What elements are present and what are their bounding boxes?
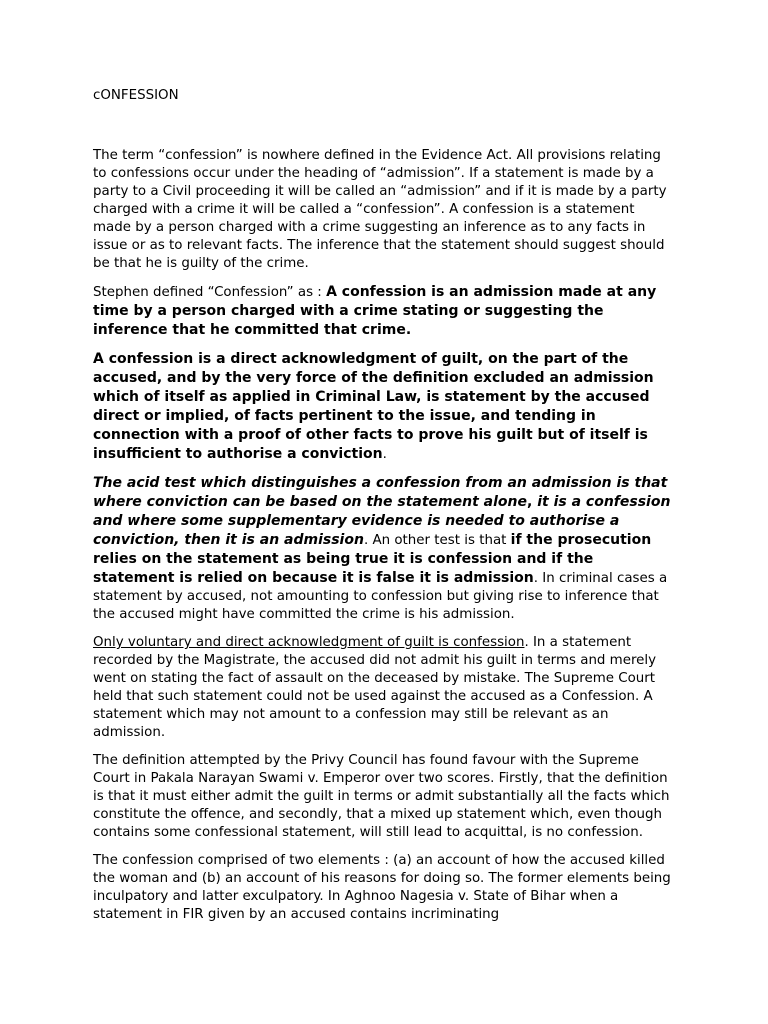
stephen-definition-text: A confession is an admission made at any time by a person charged with a crime stating or suggesting the inference that he committed that crime. — [93, 284, 657, 338]
magistrate-text: . In a statement recorded by the Magistrate, the accused did not admit his guilt in terms and merely went on stating the fact of assault on the deceased by mistake. The Supreme Court held that such statement could not be used against the accused as a Confession. A statement which may not amount to a confession may still be relevant as an admission. — [93, 635, 657, 740]
document-title: cONFESSION — [93, 88, 179, 103]
paragraph-voluntary — [93, 634, 675, 742]
acid-test-text-1: The acid test which distinguishes a confession from an admission is that where conviction can be based on the statement alone — [93, 475, 668, 510]
paragraph-acid-test — [93, 474, 675, 624]
period-text: . — [382, 447, 387, 462]
stephen-intro-text: Stephen defined “Confession” as : — [93, 285, 327, 300]
direct-acknowledgment-text: A confession is a direct acknowledgment of guilt, on the part of the accused, and by the very force of the definition excluded an admission which of itself as applied in Criminal Law, is statement by the accused direct or implied, of facts pertinent to the issue, and tending in connection with a proof of other facts to prove his guilt but of itself is insufficient to authorise a conviction — [93, 351, 654, 462]
criminal-cases-text: . In criminal cases a statement by accused, not amounting to confession but giving rise to inference that the accused might have committed the crime is his admission. — [93, 571, 668, 622]
paragraph-stephen — [93, 283, 675, 340]
prosecution-test-text: if the prosecution relies on the statement as being true it is confession and if the statement is relied on because it is false it is admission — [93, 532, 652, 586]
paragraph-privy-council: The definition attempted by the Privy Council has found favour with the Supreme Court in Pakala Narayan Swami v. Emperor over two scores. Firstly, that the definition is that it must either admit the guilt in terms or admit substantially all the facts which constitute the offence, and secondly, that a mixed up statement which, even though contains some confessional statement, will still lead to acquittal, is no confession. — [93, 753, 670, 840]
voluntary-underlined-text: Only voluntary and direct acknowledgment of guilt is confession — [93, 635, 525, 650]
document-body — [93, 87, 675, 934]
acid-test-text-2: it is a confession and where some supplementary evidence is needed to authorise a conviction, then it is an admission — [93, 494, 671, 548]
other-test-text: . An other test is that — [363, 533, 511, 548]
acid-test-comma: , — [527, 494, 538, 510]
paragraph-definition: The term “confession” is nowhere defined in the Evidence Act. All provisions relating to confessions occur under the heading of “admission”. If a statement is made by a party to a Civil proceeding it will be called an “admission” and if it is made by a party charged with a crime it will be called a “confession”. A confession is a statement made by a person charged with a crime suggesting an inference as to any facts in issue or as to relevant facts. The inference that the statement should suggest should be that he is guilty of the crime. — [93, 148, 667, 271]
paragraph-two-elements: The confession comprised of two elements : (a) an account of how the accused killed the woman and (b) an account of his reasons for doing so. The former elements being inculpatory and latter exculpatory. In Aghnoo Nagesia v. State of Bihar when a statement in FIR given by an accused contains incriminating — [93, 853, 671, 922]
paragraph-direct-acknowledgment — [93, 350, 675, 464]
